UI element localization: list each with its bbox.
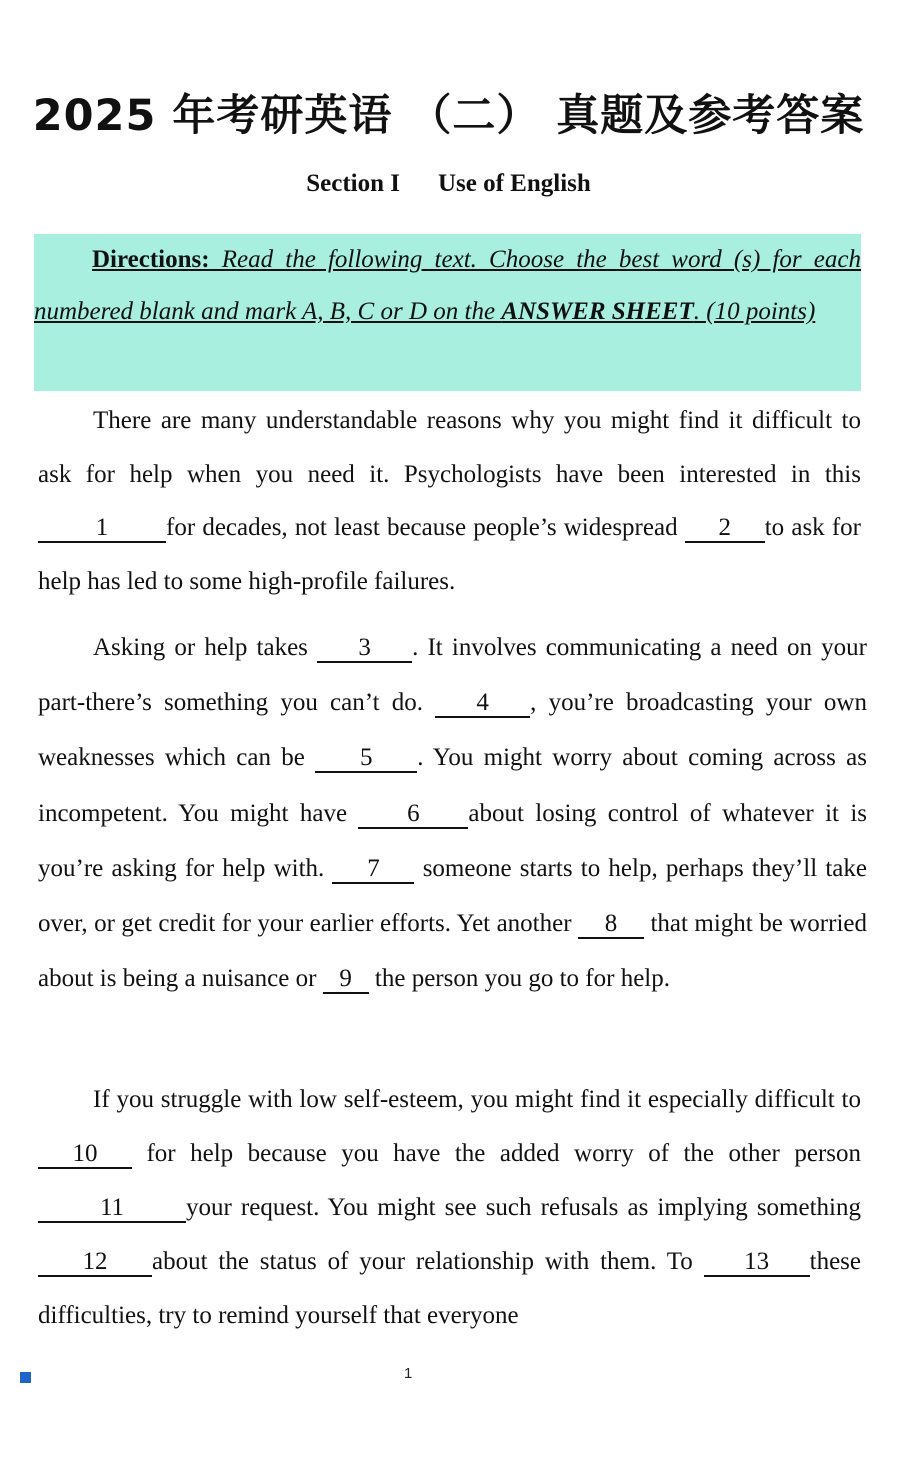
paragraph-3: [38, 1073, 861, 1343]
directions-text-before: Read the following text. Choose the best word (s) for each numbered blank and mark A, B, C or D on the: [34, 246, 861, 325]
blank-11: 11: [38, 1195, 186, 1223]
blank-3: 3: [317, 635, 412, 663]
blank-5: 5: [315, 745, 417, 773]
paragraph-text: to ask for help has led to some high-profile failures.: [38, 514, 861, 595]
directions-text-after: . (10 points): [693, 298, 816, 325]
paragraph-text: your request. You might see such refusals as implying something: [186, 1194, 861, 1221]
paragraph-2: [38, 620, 867, 1006]
page-title: 2025 年考研英语 （二） 真题及参考答案: [32, 91, 865, 141]
section-name: Use of English: [437, 170, 591, 197]
directions-box: [34, 234, 861, 391]
page-number: 1: [404, 1365, 413, 1382]
blank-6: 6: [358, 801, 468, 829]
blank-12: 12: [38, 1249, 152, 1277]
paragraph-text: , you’re broadcasting your own weaknesses which can be: [38, 689, 867, 772]
paragraph-text: these difficulties, try to remind yourself that everyone: [38, 1248, 861, 1329]
paragraph-1: [38, 394, 861, 608]
bookmark-marker-icon: [20, 1372, 31, 1383]
paragraph-text: someone starts to help, perhaps they’ll take over, or get credit for your earlier efforts. Yet another: [38, 854, 867, 938]
blank-8: 8: [578, 911, 644, 939]
answer-sheet-label: ANSWER SHEET: [501, 298, 694, 325]
paragraph-text: There are many understandable reasons why you might find it difficult to ask for help when you need it. Psychologists have been interested in this: [38, 407, 861, 488]
blank-13: 13: [704, 1249, 810, 1277]
directions-text: [34, 234, 861, 338]
paragraph-text: Asking or help takes: [93, 634, 318, 661]
paragraph-text: . You might worry about coming across as incompetent. You might have: [38, 744, 867, 827]
paragraph-text: . It involves communicating a need on your part-there’s something you can’t do.: [38, 634, 868, 717]
paragraph-text: that might be worried about is being a nuisance or: [38, 910, 867, 993]
blank-10: 10: [38, 1141, 132, 1169]
blank-9: 9: [323, 966, 369, 994]
directions-label: Directions:: [92, 246, 210, 273]
section-label: Section I: [306, 170, 400, 197]
blank-2: 2: [685, 515, 765, 543]
blank-4: 4: [435, 690, 530, 718]
section-heading: [0, 170, 897, 198]
paragraph-text: If you struggle with low self-esteem, you might find it especially difficult to: [93, 1086, 861, 1113]
blank-1: 1: [38, 515, 166, 543]
paragraph-text: for decades, not least because people’s widespread: [166, 514, 685, 541]
paragraph-text: about losing control of whatever it is you’re asking for help with.: [38, 799, 867, 882]
paragraph-text: for help because you have the added worry of the other person: [132, 1140, 861, 1167]
paragraph-text: the person you go to for help.: [368, 965, 670, 993]
paragraph-text: about the status of your relationship with them. To: [152, 1248, 704, 1275]
blank-7: 7: [332, 856, 414, 884]
